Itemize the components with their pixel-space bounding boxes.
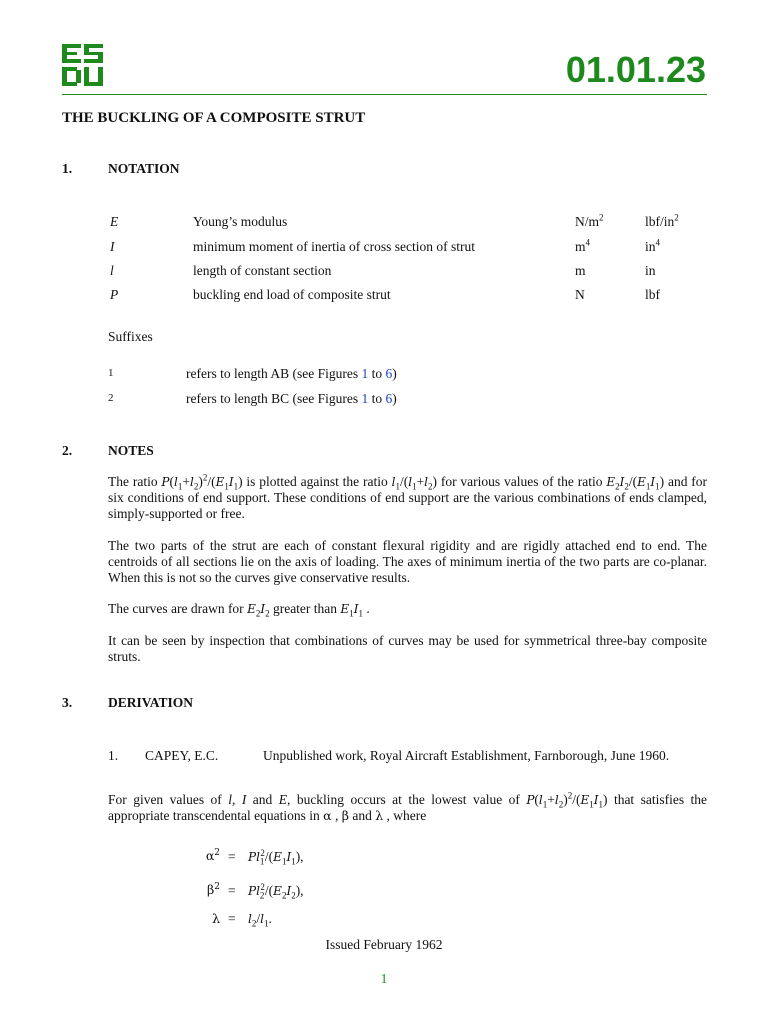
reference-number: 1. bbox=[108, 748, 119, 763]
notation-imperial-unit: lbf/$in^2$ bbox=[645, 212, 679, 229]
derivation-paragraph: For given values of l, I and E, buckling occurs at the lowest value of $P(l_1+l_2)^2/(E_1I_1)$ that satisfies the appropriate transcendental equations in α , β and λ , where bbox=[108, 790, 708, 823]
notation-si-unit: m bbox=[575, 263, 586, 278]
section-heading: NOTATION bbox=[108, 161, 180, 176]
notation-symbol: l bbox=[110, 263, 114, 278]
figure-link[interactable]: 1 bbox=[361, 391, 369, 406]
notes-paragraph: The two parts of the strut are each of constant flexural rigidity and are rigidly attached end to end. The centroids of all sections lie on the axis of loading. The axes of minimum inertia of the two parts are co-planar. When this is not so the curves give conservative results. bbox=[108, 538, 707, 585]
notation-si-unit: N bbox=[575, 287, 585, 302]
reference-author: CAPEY, E.C. bbox=[145, 748, 219, 763]
section-number: 1. bbox=[62, 161, 73, 176]
notation-symbol: E bbox=[110, 214, 119, 229]
esdu-logo bbox=[62, 44, 103, 86]
notation-symbol: P bbox=[110, 287, 119, 302]
notation-imperial-unit: in bbox=[645, 263, 656, 278]
notation-description: length of constant section bbox=[193, 263, 332, 278]
notes-paragraph: The ratio $P(l_1+l_2)^2/(E_1I_1)$ is plotted against the ratio $l_1/(l_1+l_2)$ for various values of the ratio $E_2I_2/(E_1I_1)$ and for six conditions of end support. These conditions of end support are the various combinations of ends clamped, simply-supported or free. bbox=[108, 472, 708, 521]
suffix-number: 2 bbox=[108, 392, 114, 404]
notation-description: buckling end load of composite strut bbox=[193, 287, 391, 302]
notation-imperial-unit: $in^4$ bbox=[645, 237, 661, 254]
suffix-number: 1 bbox=[108, 367, 114, 379]
section-heading: DERIVATION bbox=[108, 695, 194, 710]
figure-link[interactable]: 6 bbox=[385, 391, 393, 406]
document-title: THE BUCKLING OF A COMPOSITE STRUT bbox=[62, 110, 366, 126]
figure-link[interactable]: 1 bbox=[361, 366, 369, 381]
section-number: 3. bbox=[62, 695, 73, 710]
notation-si-unit: $m^4$ bbox=[575, 237, 591, 254]
notes-paragraph: The curves are drawn for $E_2I_2$ greater than $E_1I_1$ . bbox=[108, 601, 370, 619]
notation-imperial-unit: lbf bbox=[645, 287, 660, 302]
issue-date: Issued February 1962 bbox=[325, 937, 443, 952]
suffix-text: refers to length AB (see Figures 1 to 6) bbox=[186, 366, 397, 381]
section-number: 2. bbox=[62, 443, 73, 458]
notation-si-unit: $N/m^2$ bbox=[575, 212, 604, 229]
page-number: 1 bbox=[380, 971, 388, 986]
suffix-text: refers to length BC (see Figures 1 to 6) bbox=[186, 391, 397, 406]
notation-description: minimum moment of inertia of cross section of strut bbox=[193, 239, 475, 254]
reference-text: Unpublished work, Royal Aircraft Establishment, Farnborough, June 1960. bbox=[263, 748, 670, 763]
suffixes-label: Suffixes bbox=[108, 329, 153, 344]
header-rule bbox=[62, 94, 707, 95]
notes-paragraph: It can be seen by inspection that combinations of curves may be used for symmetrical three-bay composite struts. bbox=[108, 633, 707, 664]
formula: P bbox=[161, 475, 170, 489]
section-heading: NOTES bbox=[108, 443, 154, 458]
notation-description: Young’s modulus bbox=[193, 214, 288, 229]
notation-symbol: I bbox=[110, 239, 115, 254]
figure-link[interactable]: 6 bbox=[385, 366, 393, 381]
document-number: 01.01.23 bbox=[565, 49, 706, 90]
